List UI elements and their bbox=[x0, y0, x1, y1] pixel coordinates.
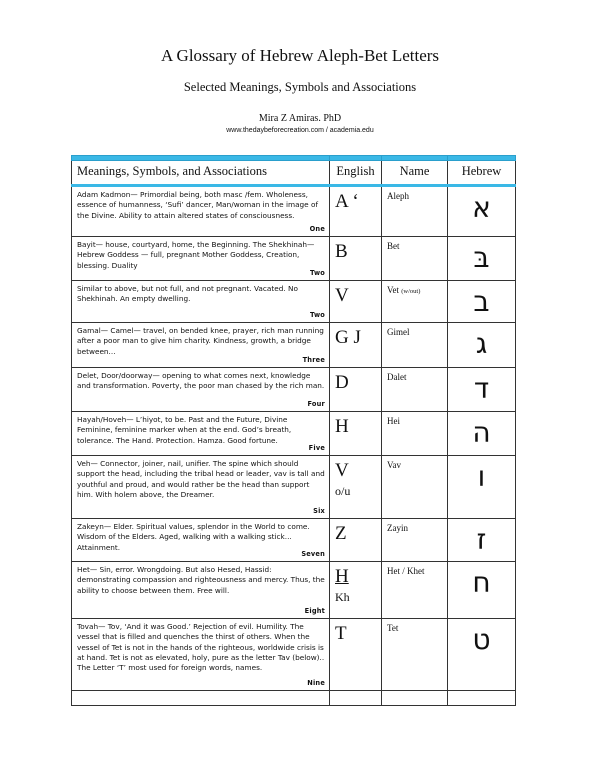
table-row bbox=[72, 412, 516, 456]
author-url: www.thedaybeforecreation.com / academia.edu bbox=[226, 127, 374, 134]
english-cell: H Kh bbox=[330, 562, 382, 619]
name-cell: Aleph bbox=[382, 186, 448, 237]
name-cell: Bet bbox=[382, 237, 448, 281]
meaning-cell: Similar to above, but not full, and not pregnant. Vacated. No Shekhinah. An empty dwelling. Two bbox=[72, 281, 330, 323]
meaning-cell: Hayah/Hoveh— L’hiyot, to be. Past and the Future, Divine Feminine, feminine marker when at the end. God’s breath, tolerance. The Hand. Protection. Hamza. Good fortune. Five bbox=[72, 412, 330, 456]
table-row bbox=[72, 519, 516, 562]
meaning-cell: Adam Kadmon— Primordial being, both masc /fem. Wholeness, essence of humanness, ‘Sufi’ dancer, Man/woman in the image of the Divine. Ability to attain altered states of consciousness. One bbox=[72, 186, 330, 237]
hebrew-cell: א bbox=[448, 186, 516, 237]
name-cell: Het / Khet bbox=[382, 562, 448, 619]
glossary-table bbox=[71, 155, 516, 706]
hebrew-cell: ג bbox=[448, 323, 516, 368]
english-cell: T bbox=[330, 619, 382, 691]
hebrew-cell: ו bbox=[448, 456, 516, 519]
english-cell: H bbox=[330, 412, 382, 456]
english-cell: D bbox=[330, 368, 382, 412]
table-row bbox=[72, 619, 516, 691]
hebrew-cell: ב bbox=[448, 281, 516, 323]
column-header-name: Name bbox=[382, 161, 448, 186]
name-cell: Gimel bbox=[382, 323, 448, 368]
meaning-cell: Veh— Connector, joiner, nail, unifier. The spine which should support the head, including the tribal head or leader, vav is tall and youthful and proud, and would rather be the head than support him. With holem above, the Dreamer. Six bbox=[72, 456, 330, 519]
english-cell: G J bbox=[330, 323, 382, 368]
hebrew-cell: ח bbox=[448, 562, 516, 619]
name-cell: Zayin bbox=[382, 519, 448, 562]
english-cell: V o/u bbox=[330, 456, 382, 519]
meaning-cell: Tovah— Tov, ‘And it was Good.’ Rejection of evil. Humility. The vessel that is filled and quenches the thirst of others. When the vessel of Tet is not in the hands of the righteous, worldwide crisis is at hand. Tet is not as elevated, holy, pure as the letter Tav (below).. The Letter ‘T’ most used for foreign words, names. Nine bbox=[72, 619, 330, 691]
table-row bbox=[72, 186, 516, 237]
column-header-meanings: Meanings, Symbols, and Associations bbox=[72, 161, 330, 186]
table-row bbox=[72, 281, 516, 323]
hebrew-cell: ז bbox=[448, 519, 516, 562]
document-subtitle: Selected Meanings, Symbols and Associations bbox=[183, 80, 417, 94]
table-row bbox=[72, 237, 516, 281]
name-cell: Dalet bbox=[382, 368, 448, 412]
name-cell: Vet (w/out) bbox=[382, 281, 448, 323]
table-row bbox=[72, 323, 516, 368]
meaning-cell: Bayit— house, courtyard, home, the Beginning. The Shekhinah— Hebrew Goddess — full, pregnant Mother Goddess, Creation, blessing. Duality Two bbox=[72, 237, 330, 281]
table-row bbox=[72, 456, 516, 519]
meaning-cell: Delet, Door/doorway— opening to what comes next, knowledge and transformation. Poverty, the poor man chased by the rich man. Four bbox=[72, 368, 330, 412]
name-cell: Tet bbox=[382, 619, 448, 691]
table-row-empty bbox=[72, 691, 516, 706]
name-cell: Hei bbox=[382, 412, 448, 456]
table-row bbox=[72, 368, 516, 412]
author-name: Mira Z Amiras. PhD bbox=[258, 113, 342, 124]
english-cell: Z bbox=[330, 519, 382, 562]
hebrew-cell: ט bbox=[448, 619, 516, 691]
document-title: A Glossary of Hebrew Aleph-Bet Letters bbox=[160, 46, 440, 65]
meaning-cell: Het— Sin, error. Wrongdoing. But also Hesed, Hassid: demonstrating compassion and righteousness and mercy. Thus, the ability to choose between them. Free will. Eight bbox=[72, 562, 330, 619]
column-header-hebrew: Hebrew bbox=[448, 161, 516, 186]
english-cell: V bbox=[330, 281, 382, 323]
hebrew-cell: בּ bbox=[448, 237, 516, 281]
column-header-english: English bbox=[330, 161, 382, 186]
english-cell: B bbox=[330, 237, 382, 281]
english-cell: A ‘ bbox=[330, 186, 382, 237]
table-header-row bbox=[72, 161, 516, 186]
table-row bbox=[72, 562, 516, 619]
meaning-cell: Gamal— Camel— travel, on bended knee, prayer, rich man running after a poor man to give him charity. Kindness, growth, a bridge between... Three bbox=[72, 323, 330, 368]
name-cell: Vav bbox=[382, 456, 448, 519]
hebrew-cell: ה bbox=[448, 412, 516, 456]
meaning-cell: Zakeyn— Elder. Spiritual values, splendor in the World to come. Wisdom of the Elders. Aged, walking with a walking stick... Attainment. Seven bbox=[72, 519, 330, 562]
hebrew-cell: ד bbox=[448, 368, 516, 412]
